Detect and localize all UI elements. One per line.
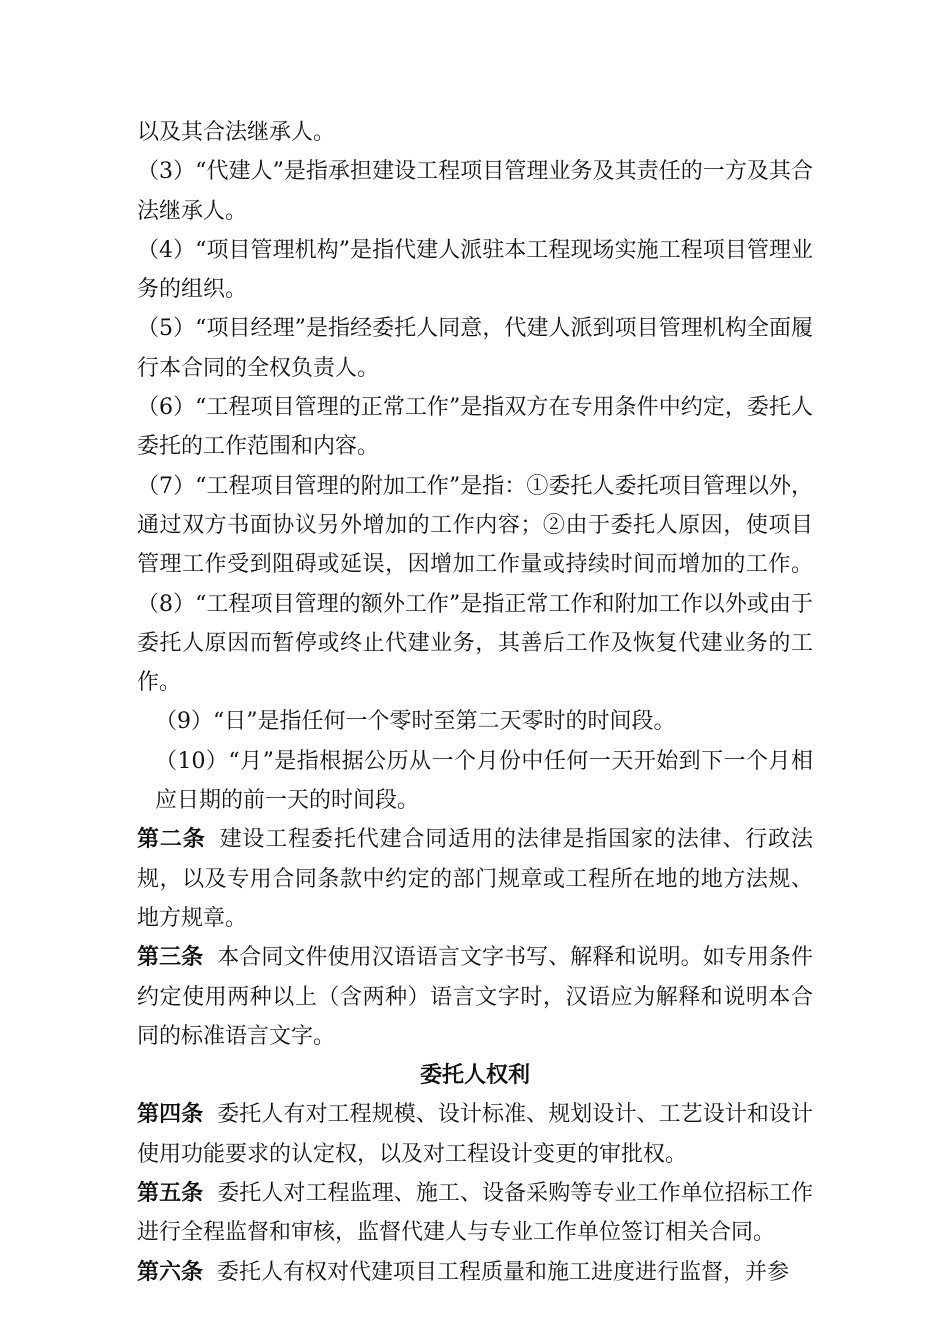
- article-2-label: 第二条: [137, 827, 206, 853]
- article-2: [137, 820, 813, 938]
- article-4-label: 第四条: [137, 1102, 204, 1128]
- definition-7-8: （7）“工程项目管理的附加工作”是指：①委托人委托项目管理以外，通过双方书面协议另外增加的工作内容；②由于委托人原因，使项目管理工作受到阻碍或延误，因增加工作量或持续时间而增加的工作。（8）“工程项目管理的额外工作”是指正常工作和附加工作以外或由于委托人原因而暂停或终止代建业务，其善后工作及恢复代建业务的工作。: [137, 473, 813, 696]
- article-5-label: 第五条: [137, 1181, 204, 1207]
- definition-5: （5）“项目经理”是指经委托人同意，代建人派到项目管理机构全面履行本合同的全权负责人。: [137, 316, 813, 381]
- article-6-text: 委托人有权对代建项目工程质量和施工进度进行监督，并参: [217, 1259, 790, 1285]
- article-4-text: 委托人有对工程规模、设计标准、规划设计、工艺设计和设计使用功能要求的认定权，以及对工程设计变更的审批权。: [137, 1102, 813, 1167]
- article-2-text: 建设工程委托代建合同适用的法律是指国家的法律、行政法规，以及专用合同条款中约定的部门规章或工程所在地的地方法规、地方规章。: [137, 827, 813, 931]
- paragraph-continuation: 以及其合法继承人。: [137, 120, 336, 145]
- article-3-text: 本合同文件使用汉语语言文字书写、解释和说明。如专用条件约定使用两种以上（含两种）语言文字时，汉语应为解释和说明本合同的标准语言文字。: [137, 945, 813, 1049]
- document-body: [137, 113, 813, 1292]
- definition-6: （6）“工程项目管理的正常工作”是指双方在专用条件中约定，委托人委托的工作范围和内容。: [137, 395, 813, 460]
- article-5: [137, 1174, 813, 1253]
- article-4: [137, 1095, 813, 1174]
- section-heading: 委托人权利: [419, 1063, 530, 1089]
- article-5-text: 委托人对工程监理、施工、设备采购等专业工作单位招标工作进行全程监督和审核，监督代建人与专业工作单位签订相关合同。: [137, 1181, 813, 1246]
- article-6: [137, 1253, 813, 1292]
- article-3: [137, 938, 813, 1056]
- article-6-label: 第六条: [137, 1259, 204, 1285]
- definition-9: （9）“日”是指任何一个零时至第二天零时的时间段。: [155, 709, 676, 735]
- definition-3: （3）“代建人”是指承担建设工程项目管理业务及其责任的一方及其合法继承人。: [137, 159, 813, 224]
- article-3-label: 第三条: [137, 945, 204, 971]
- definition-4: （4）“项目管理机构”是指代建人派驻本工程现场实施工程项目管理业务的组织。: [137, 237, 813, 303]
- definition-10: （10）“月”是指根据公历从一个月份中任何一天开始到下一个月相应日期的前一天的时间段。: [155, 748, 813, 814]
